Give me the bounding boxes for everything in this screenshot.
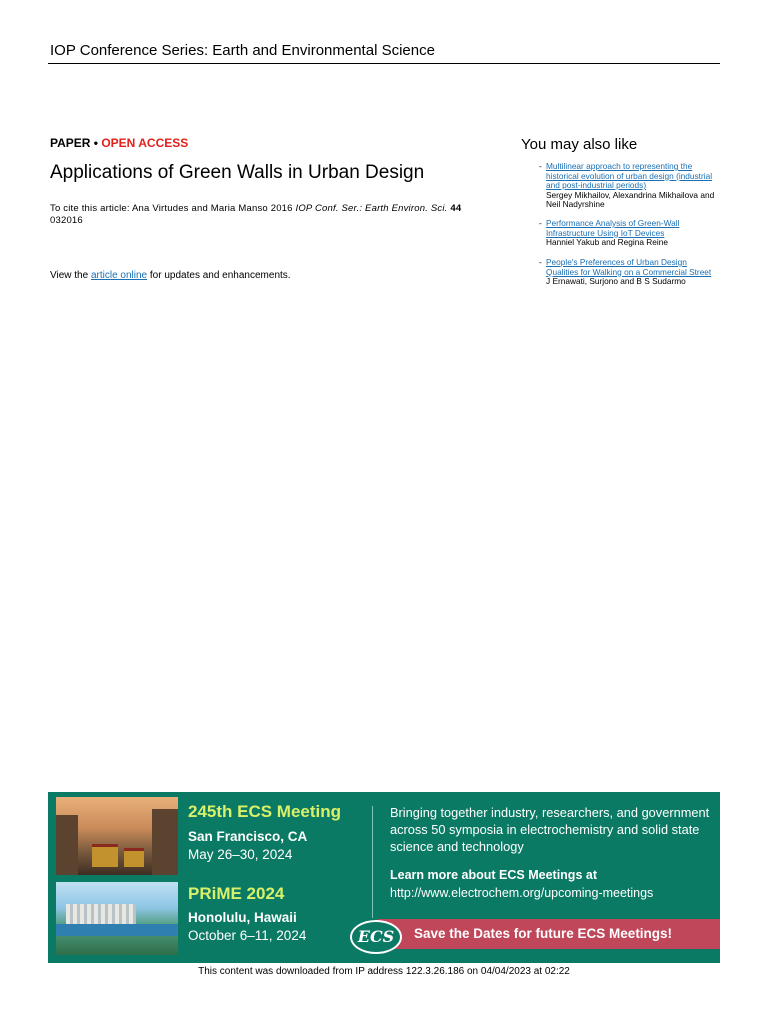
ecs-advertisement-banner[interactable] — [48, 792, 720, 963]
download-notice: This content was downloaded from IP address 122.3.26.186 on 04/04/2023 at 02:22 — [198, 966, 570, 977]
related-item-link[interactable]: Multilinear approach to representing the historical evolution of urban design (industrial and post-industrial periods) — [546, 161, 713, 191]
related-item-link[interactable]: Performance Analysis of Green-Wall Infrastructure Using IoT Devices — [546, 218, 680, 238]
article-online-link[interactable]: article online — [90, 270, 148, 281]
meeting-1-date: May 26–30, 2024 — [188, 847, 293, 862]
view-online-line — [50, 270, 291, 281]
citation — [50, 203, 490, 227]
save-dates-text: Save the Dates for future ECS Meetings! — [414, 926, 673, 941]
citation-number: 032016 — [50, 215, 83, 226]
san-francisco-photo — [56, 797, 178, 875]
view-suffix: for updates and enhancements. — [149, 270, 291, 281]
separator: • — [93, 136, 98, 150]
meeting-2-title: PRiME 2024 — [188, 884, 285, 903]
article-title: Applications of Green Walls in Urban Design — [50, 162, 425, 183]
related-item-authors: Hanniel Yakub and Regina Reine — [546, 237, 668, 248]
related-item-authors: Sergey Mikhailov, Alexandrina Mikhailova and Neil Nadyrshine — [546, 189, 715, 210]
ecs-logo-icon: ECS — [350, 920, 402, 954]
meeting-2-date: October 6–11, 2024 — [188, 928, 307, 943]
citation-volume: 44 — [450, 203, 462, 214]
meeting-2-location: Honolulu, Hawaii — [188, 910, 297, 925]
learn-more-text: Learn more about ECS Meetings at — [390, 868, 597, 882]
related-item-authors: J Ernawati, Surjono and B S Sudarmo — [546, 276, 686, 287]
related-item: - People's Preferences of Urban Design Qualities for Walking on a Commercial Street J Ernawati, Surjono and B S Sudarmo — [539, 257, 712, 287]
honolulu-photo — [56, 882, 178, 955]
open-access-label: OPEN ACCESS — [101, 136, 189, 150]
related-heading: You may also like — [521, 136, 638, 153]
paper-tag — [50, 136, 188, 150]
paper-label: PAPER — [50, 136, 91, 150]
related-item-link[interactable]: People's Preferences of Urban Design Qualities for Walking on a Commercial Street — [546, 257, 712, 277]
view-prefix: View the — [50, 270, 89, 281]
journal-name: IOP Conference Series: Earth and Environmental Science — [50, 42, 435, 59]
related-item: - Multilinear approach to representing the historical evolution of urban design (industrial and post-industrial periods) Sergey Mikhailov, Alexandrina Mikhailova and Neil Nadyrshine — [539, 161, 715, 210]
banner-divider — [372, 806, 373, 918]
meeting-1-title: 245th ECS Meeting — [188, 802, 342, 821]
header-rule — [48, 63, 720, 64]
citation-journal: IOP Conf. Ser.: Earth Environ. Sci. — [295, 203, 448, 214]
meeting-1-location: San Francisco, CA — [188, 829, 308, 844]
meetings-url[interactable]: http://www.electrochem.org/upcoming-meetings — [390, 886, 654, 900]
citation-prefix: To cite this article: Ana Virtudes and Maria Manso 2016 — [50, 203, 293, 214]
banner-blurb: Bringing together industry, researchers, and government across 50 symposia in electrochemistry and solid state science and technology — [390, 805, 710, 854]
save-dates-bar[interactable] — [378, 919, 720, 949]
related-item: - Performance Analysis of Green-Wall Infrastructure Using IoT Devices Hanniel Yakub and Regina Reine — [539, 218, 680, 248]
